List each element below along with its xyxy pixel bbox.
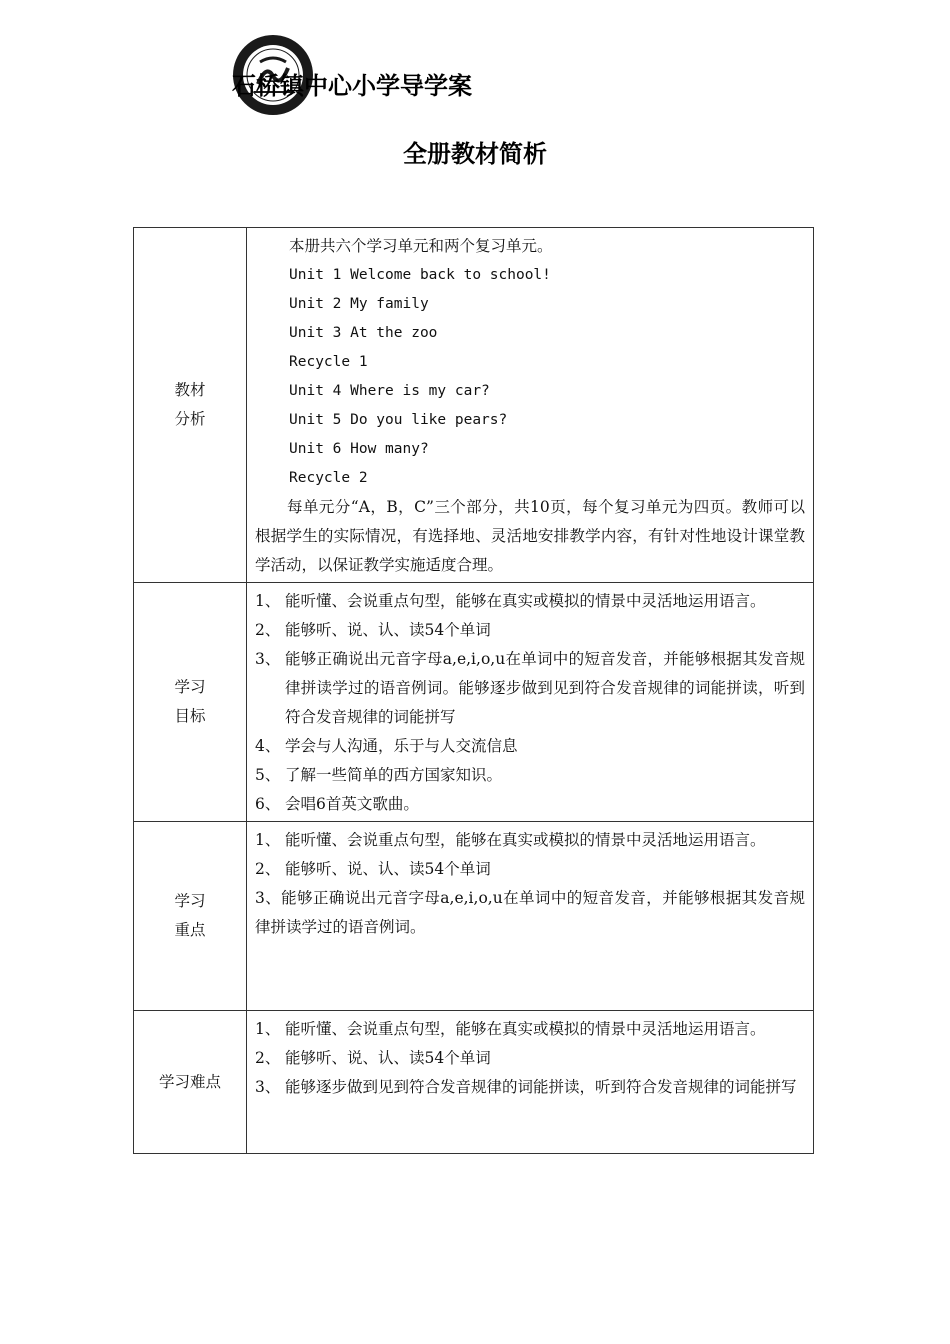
item-text: 能够听、说、认、读54个单词 [285,860,491,878]
item-text: 能听懂、会说重点句型，能够在真实或模拟的情景中灵活地运用语言。 [285,831,766,849]
unit-line: Unit 2 My family [289,296,429,312]
item-number: 4、 [255,737,281,755]
unit-line: Unit 5 Do you like pears? [289,412,508,428]
list-item [255,761,805,790]
item-number: 6、 [255,795,281,813]
label-line: 教材 [174,381,206,399]
row-label-difficulties: 学习难点 [134,1011,247,1154]
label-line: 重点 [174,921,206,939]
analysis-content [247,228,814,583]
item-number: 3、 [255,1078,281,1096]
list-item [255,587,805,616]
label-line: 学习 [174,678,206,696]
unit-line: Unit 4 Where is my car? [289,383,490,399]
item-number: 2、 [255,860,281,878]
list-item [255,1015,805,1044]
item-text: 能听懂、会说重点句型，能够在真实或模拟的情景中灵活地运用语言。 [285,1020,766,1038]
label-line: 目标 [174,707,206,725]
unit-line: Recycle 1 [289,354,368,370]
item-text: 能够听、说、认、读54个单词 [285,621,491,639]
item-text: 会唱6首英文歌曲。 [285,795,419,813]
item-text: 学会与人沟通，乐于与人交流信息 [285,737,518,755]
list-item [255,1073,805,1102]
analysis-intro: 本册共六个学习单元和两个复习单元。 [289,237,553,255]
list-item [255,790,805,819]
table-row-analysis [134,228,814,583]
item-number: 1、 [255,831,281,849]
unit-line: Unit 3 At the zoo [289,325,438,341]
item-text: 能够听、说、认、读54个单词 [285,1049,491,1067]
analysis-paragraph: 每单元分“A，B，C”三个部分，共10页，每个复习单元为四页。教师可以根据学生的实际情况，有选择地、灵活地安排教学内容，有针对性地设计课堂教学活动，以保证教学实施适度合理。 [255,498,805,574]
item-number: 3、 [255,650,281,668]
list-item: 3、能够正确说出元音字母a,e,i,o,u在单词中的短音发音，并能够根据其发音规律拼读学过的语音例词。 [255,889,805,936]
row-label-key-points [134,822,247,1011]
item-text: 能听懂、会说重点句型，能够在真实或模拟的情景中灵活地运用语言。 [285,592,766,610]
list-item [255,855,805,884]
item-text: 了解一些简单的西方国家知识。 [285,766,503,784]
table-row-goals [134,583,814,822]
item-number: 1、 [255,1020,281,1038]
unit-line: Unit 6 How many? [289,441,429,457]
document-title: 全册教材简析 [403,140,547,168]
list-item [255,645,805,732]
table-row-difficulties [134,1011,814,1154]
school-title: 石桥镇中心小学导学案 [232,72,472,100]
table-row-key-points [134,822,814,1011]
row-label-analysis [134,228,247,583]
item-number: 1、 [255,592,281,610]
unit-line: Unit 1 Welcome back to school! [289,267,551,283]
list-item [255,1044,805,1073]
goals-content [247,583,814,822]
difficulties-content [247,1011,814,1154]
row-label-goals [134,583,247,822]
key-points-content [247,822,814,1011]
item-text: 能够逐步做到见到符合发音规律的词能拼读，听到符合发音规律的词能拼写 [285,1078,797,1096]
list-item [255,616,805,645]
item-number: 5、 [255,766,281,784]
item-number: 2、 [255,1049,281,1067]
list-item [255,826,805,855]
label-line: 学习 [174,892,206,910]
analysis-table [133,227,814,1154]
list-item [255,732,805,761]
item-number: 2、 [255,621,281,639]
label-line: 分析 [174,410,206,428]
item-text: 能够正确说出元音字母a,e,i,o,u在单词中的短音发音，并能够根据其发音规律拼读学过的语音例词。能够逐步做到见到符合发音规律的词能拼读，听到符合发音规律的词能拼写 [285,650,805,726]
unit-line: Recycle 2 [289,470,368,486]
